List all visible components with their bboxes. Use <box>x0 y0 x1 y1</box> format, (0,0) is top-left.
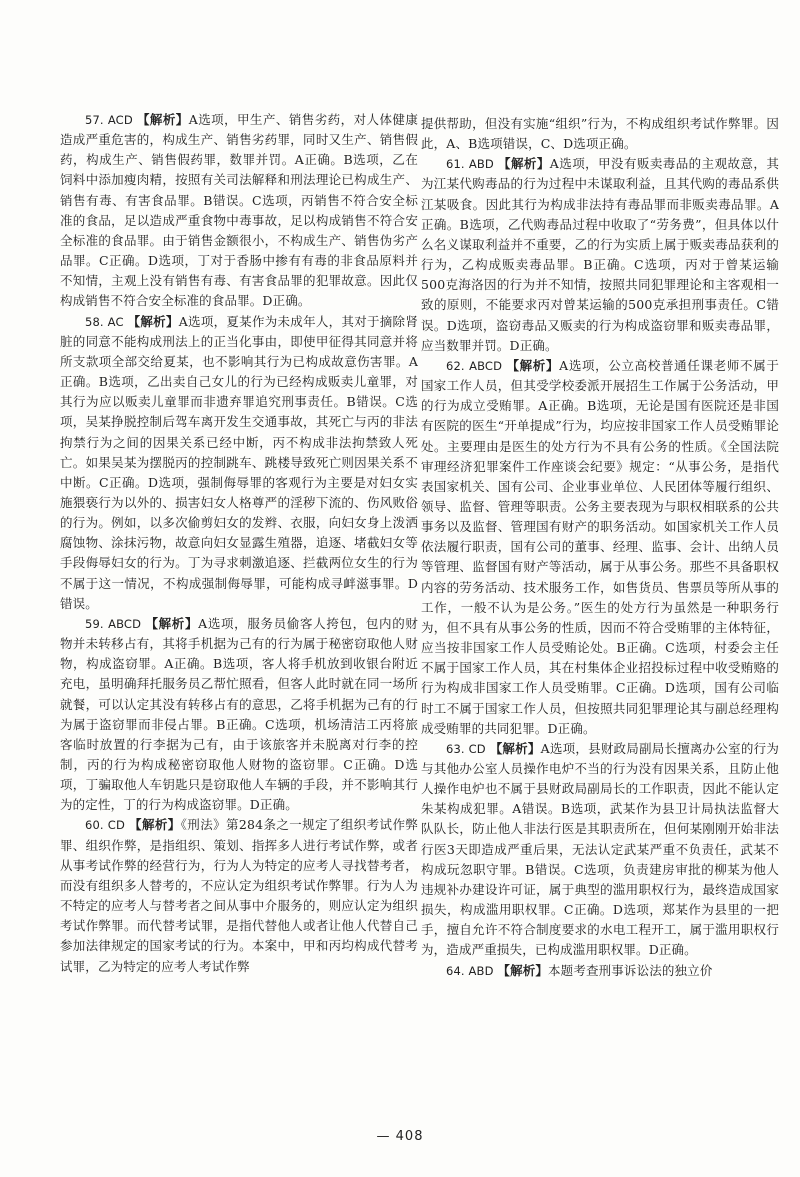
analysis-tag: 【解析】 <box>489 740 541 756</box>
answer-64 <box>421 961 779 981</box>
answer-58 <box>60 312 418 614</box>
answer-62 <box>421 356 779 739</box>
answer-63 <box>421 739 779 961</box>
answer-57 <box>60 110 418 312</box>
answer-60 <box>60 815 418 976</box>
analysis-tag: 【解析】 <box>498 156 550 172</box>
question-number: 58. AC <box>85 314 128 329</box>
answer-60-continued <box>421 114 779 154</box>
question-number: 61. ABD <box>446 157 498 172</box>
analysis-tag: 【解析】 <box>127 313 179 329</box>
analysis-tag: 【解析】 <box>506 357 560 373</box>
analysis-text: A选项，服务员偷客人挎包，包内的财物并未转移占有，其将手机据为己有的行为属于秘密窃取他人财物，构成盗窃罪。A正确。B选项，客人将手机放到收银台附近充电，虽明确拜托服务员乙帮忙照看，但客人此时就在同一场所就餐，可以认定其没有转移占有的意思，乙将手机据为己有的行为属于盗窃罪而非侵占罪。B正确。C选项，机场清洁工丙将旅客临时放置的行李据为己有，由于该旅客并未脱离对行李的控制，丙的行为构成秘密窃取他人财物的盗窃罪。C正确。D选项，丁骗取他人车钥匙只是窃取他人车辆的手段，并不影响其行为的定性，丁的行为构成盗窃罪。D正确。 <box>60 615 419 813</box>
analysis-tag: 【解析】 <box>497 962 549 978</box>
analysis-text: A选项，公立高校普通任课老师不属于国家工作人员，但其受学校委派开展招生工作属于公务活动，甲的行为成立受贿罪。A正确。B选项，无论是国有医院还是非国有医院的医生“开单提成”行为，均应按非国家工作人员受贿罪论处。主要理由是医生的处方行为不具有公务的性质。《全国法院审理经济犯罪案件工作座谈会纪要》规定：“从事公务，是指代表国家机关、国有公司、企业事业单位、人民团体等履行组织、领导、监督、管理等职责。公务主要表现为与职权相联系的公共事务以及监督、管理国有财产的职务活动。如国家机关工作人员依法履行职责，国有公司的董事、经理、监事、会计、出纳人员等管理、监督国有财产等活动，属于从事公务。那些不具备职权内容的劳务活动、技术服务工作，如售货员、售票员等所从事的工作，一般不认为是公务。”医生的处方行为虽然是一种职务行为，但不具有从事公务的性质，因而不符合受贿罪的主体特征，应当按非国家工作人员受贿论处。B正确。C选项，村委会主任不属于国家工作人员，其在村集体企业招投标过程中收受贿赂的行为构成非国家工作人员受贿罪。C正确。D选项，国有公司临时工不属于国家工作人员，但按照共同犯罪理论其与副总经理构成受贿罪的共同犯罪。D正确。 <box>421 357 780 736</box>
analysis-text: 本题考查刑事诉讼法的独立价 <box>548 962 713 978</box>
question-number: 57. ACD <box>85 113 137 127</box>
analysis-text: A选项，甲没有贩卖毒品的主观故意，其为江某代购毒品的行为过程中未谋取利益，且其代购的毒品系供江某吸食。因此其行为构成非法持有毒品罪而非贩卖毒品罪。A正确。B选项，乙代购毒品过程中收取了“劳务费”，但具体以什么名义谋取利益并不重要，乙的行为实质上属于贩卖毒品获利的行为，乙构成贩卖毒品罪。B正确。C选项，丙对于曾某运输500克海洛因的行为并不知情，按照共同犯罪理论和主客观相一致的原则，不能要求丙对曾某运输的500克承担刑事责任。C错误。D选项，盗窃毒品又贩卖的行为构成盗窃罪和贩卖毒品罪，应当数罪并罚。D正确。 <box>421 156 779 353</box>
analysis-tag: 【解析】 <box>145 615 199 631</box>
answer-59 <box>60 614 418 816</box>
analysis-text: 提供帮助，但没有实施“组织”行为，不构成组织考试作弊罪。因此，A、B选项错误，C、D选项正确。 <box>421 116 779 152</box>
question-number: 63. CD <box>446 741 490 756</box>
left-column <box>60 110 418 977</box>
analysis-text: A选项，县财政局副局长擅离办公室的行为与其他办公室人员操作电炉不当的行为没有因果关系，且防止他人操作电炉也不属于县财政局副局长的工作职责，因此不能认定朱某构成犯罪。A错误。B选项，武某作为县卫计局执法监督大队队长，防止他人非法行医是其职责所在，但何某刚刚开始非法行医3天即造成严重后果，无法认定武某严重不负责任，武某不构成玩忽职守罪。B错误。C选项，负责建房审批的柳某为他人违规补办建设许可证，属于典型的滥用职权行为，最终造成国家损失，构成滥用职权罪。C正确。D选项，郑某作为县里的一把手，擅自允许不符合制度要求的水电工程开工，属于滥用职权行为，造成严重损失，已构成滥用职权罪。D正确。 <box>421 740 779 958</box>
analysis-text: A选项，夏某作为未成年人，其对于摘除肾脏的同意不能构成刑法上的正当化事由，即使甲征得其同意并将所支款项全部交给夏某，也不影响其行为已构成故意伤害罪。A正确。B选项，乙出卖自己女儿的行为已经构成贩卖儿童罪，对其行为应以贩卖儿童罪而非遗弃罪追究刑事责任。B错误。C选项，吴某挣脱控制后驾车离开发生交通事故，其死亡与丙的非法拘禁行为之间的因果关系已经中断，丙不构成非法拘禁致人死亡。如果吴某为摆脱丙的控制跳车、跳楼导致死亡则因果关系不中断。C正确。D选项，强制侮辱罪的客观行为主要是对妇女实施猥亵行为以外的、损害妇女人格尊严的淫秽下流的、伤风败俗的行为。例如，以多次偷剪妇女的发辫、衣服，向妇女身上泼洒腐蚀物、涂抹污物，故意向妇女显露生殖器，追逐、堵截妇女等手段侮辱妇女的行为。丁为寻求刺激追逐、拦截两位女生的行为不属于这一情况，不构成强制侮辱罪，可能构成寻衅滋事罪。D错误。 <box>60 313 418 611</box>
question-number: 62. ABCD <box>446 358 507 373</box>
question-number: 59. ABCD <box>85 616 146 631</box>
question-number: 64. ABD <box>446 963 498 978</box>
analysis-tag: 【解析】 <box>129 817 181 833</box>
analysis-text: A选项，甲生产、销售劣药，对人体健康造成严重危害的，构成生产、销售劣药罪，同时又生产、销售假药，构成生产、销售假药罪，数罪并罚。A正确。B选项，乙在饲料中添加瘦肉精，按照有关司法解释和刑法理论已构成生产、销售有毒、有害食品罪。B错误。C选项，丙销售不符合安全标准的食品，足以造成严重食物中毒事故，足以构成销售不符合安全标准的食品罪。由于销售金额很小，不构成生产、销售伪劣产品罪。C正确。D选项，丁对于香肠中掺有有毒的非食品原料并不知情，主观上没有销售有毒、有害食品罪的犯罪故意。因此仅构成销售不符合安全标准的食品罪。D正确。 <box>60 112 419 309</box>
answer-61 <box>421 154 779 356</box>
right-column <box>421 114 779 981</box>
question-number: 60. CD <box>85 818 130 833</box>
page-number: — 408 <box>376 1129 424 1144</box>
analysis-tag: 【解析】 <box>136 112 189 127</box>
analysis-text: 《刑法》第284条之一规定了组织考试作弊罪、组织作弊，是指组织、策划、指挥多人进行考试作弊，或者从事考试作弊的经营行为，行为人为特定的应考人寻找替考者，而没有组织多人替考的，不应认定为组织考试作弊罪。行为人为不特定的应考人与替考者之间从事中介服务的，则应认定为组织考试作弊罪。而代替考试罪，是指代替他人或者让他人代替自己参加法律规定的国家考试的行为。本案中，甲和丙均构成代替考试罪，乙为特定的应考人考试作弊 <box>60 817 419 974</box>
